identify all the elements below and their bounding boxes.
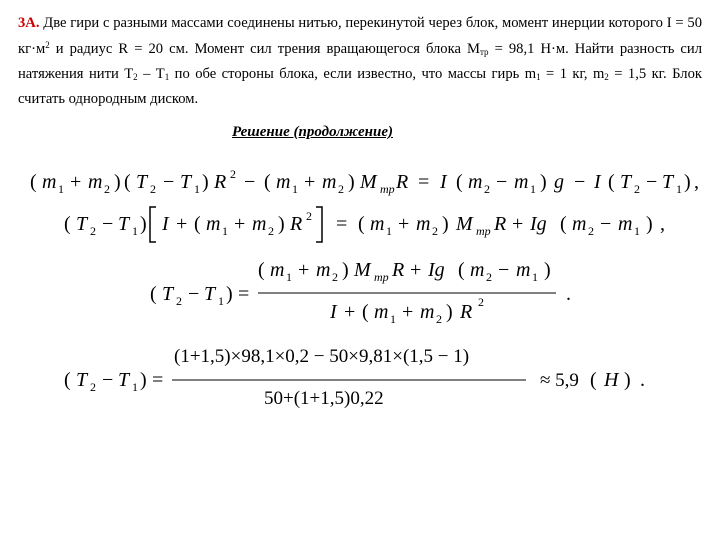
svg-text:тр: тр [380, 182, 395, 196]
svg-text:): ) [544, 259, 551, 281]
svg-text:(: ( [194, 213, 201, 235]
svg-text:T: T [118, 213, 130, 235]
solution-heading: Решение (продолжение) [232, 124, 393, 140]
svg-text:−: − [574, 171, 586, 193]
svg-text:M: M [456, 213, 473, 235]
svg-text:T: T [662, 171, 674, 193]
subscript: тр [479, 47, 489, 57]
svg-text:m: m [374, 301, 389, 323]
eq4-denominator: 50+(1+1,5)0,22 [264, 388, 384, 409]
problem-text-part: Две гири с разными массами соединены нитью, перекинутой через блок, момент инерции которого I = 50 кг [18, 15, 702, 57]
svg-text:): ) [202, 171, 209, 193]
svg-text:m: m [270, 259, 285, 281]
svg-text:T: T [620, 171, 632, 193]
svg-text:1: 1 [390, 312, 396, 326]
svg-text:): ) [342, 259, 349, 281]
svg-text:T: T [76, 213, 88, 235]
svg-text:1: 1 [634, 224, 640, 238]
svg-text:1: 1 [132, 380, 138, 394]
svg-text:m: m [370, 213, 385, 235]
svg-text:1: 1 [386, 224, 392, 238]
svg-text:): ) [646, 213, 653, 235]
eq4-result: ≈ 5,9 [540, 370, 579, 391]
svg-text:Ig: Ig [530, 213, 547, 235]
svg-text:(: ( [458, 259, 465, 281]
svg-text:(: ( [456, 171, 463, 193]
svg-text:2: 2 [332, 270, 338, 284]
subscript: 2 [133, 72, 138, 82]
svg-text:2: 2 [150, 182, 156, 196]
svg-text:2: 2 [478, 295, 484, 309]
svg-text:): ) [348, 171, 355, 193]
svg-text:): ) [540, 171, 547, 193]
svg-text:2: 2 [306, 209, 312, 223]
svg-text:I: I [162, 213, 169, 235]
svg-text:+: + [512, 213, 524, 235]
svg-text:R: R [392, 259, 405, 281]
svg-text:m: m [420, 301, 435, 323]
svg-text:m: m [206, 213, 221, 235]
eq1-terminator: , [694, 171, 699, 193]
svg-text:R: R [460, 301, 473, 323]
problem-text-part: по обе стороны блока, если известно, что массы гирь m [169, 66, 537, 82]
svg-text:): ) [140, 369, 147, 391]
svg-text:−: − [496, 171, 508, 193]
svg-text:−: − [102, 213, 114, 235]
subscript: 1 [536, 72, 541, 82]
svg-text:(: ( [64, 369, 71, 391]
svg-text:(: ( [150, 283, 157, 305]
svg-text:T: T [136, 171, 148, 193]
svg-text:+: + [410, 259, 422, 281]
svg-text:=: = [336, 213, 348, 235]
problem-number: 3А. [18, 15, 40, 31]
svg-text:(: ( [560, 213, 567, 235]
subscript: 2 [604, 72, 609, 82]
svg-text:=: = [238, 283, 250, 305]
problem-text-part: – Т [137, 66, 165, 82]
svg-text:−: − [244, 171, 256, 193]
svg-text:T: T [118, 369, 130, 391]
equation-3 [150, 259, 571, 326]
svg-text:1: 1 [530, 182, 536, 196]
svg-text:T: T [162, 283, 174, 305]
svg-text:−: − [600, 213, 612, 235]
svg-text:2: 2 [90, 380, 96, 394]
eq4-unit: H [604, 369, 619, 391]
eq4-terminator: . [640, 369, 645, 391]
svg-text:g: g [554, 171, 564, 193]
svg-text:+: + [398, 213, 410, 235]
equation-4 [64, 346, 645, 409]
svg-text:m: m [42, 171, 57, 193]
svg-text:M: M [360, 171, 377, 193]
svg-text:R: R [396, 171, 409, 193]
problem-text-part: м [35, 41, 46, 57]
dot-operator: · [550, 41, 556, 57]
svg-text:(: ( [258, 259, 265, 281]
svg-text:(: ( [590, 369, 597, 391]
svg-text:(: ( [264, 171, 271, 193]
svg-text:2: 2 [230, 167, 236, 181]
svg-text:): ) [278, 213, 285, 235]
equation-2 [64, 207, 665, 242]
svg-text:тр: тр [476, 224, 491, 238]
superscript: 2 [45, 40, 50, 50]
svg-text:(: ( [30, 171, 37, 193]
svg-text:m: m [252, 213, 267, 235]
svg-text:2: 2 [104, 182, 110, 196]
svg-text:2: 2 [90, 224, 96, 238]
svg-text:2: 2 [634, 182, 640, 196]
svg-text:(: ( [608, 171, 615, 193]
svg-text:1: 1 [532, 270, 538, 284]
problem-text-part: м. Найти разность сил натяжения нити Т [18, 41, 702, 82]
svg-text:1: 1 [218, 294, 224, 308]
svg-text:2: 2 [486, 270, 492, 284]
svg-text:1: 1 [292, 182, 298, 196]
problem-text-part: = 1 кг, m [540, 66, 605, 82]
svg-text:m: m [516, 259, 531, 281]
svg-text:m: m [276, 171, 291, 193]
svg-text:I: I [330, 301, 337, 323]
svg-text:2: 2 [268, 224, 274, 238]
svg-text:−: − [188, 283, 200, 305]
svg-text:+: + [344, 301, 356, 323]
svg-text:(: ( [64, 213, 71, 235]
svg-text:m: m [468, 171, 483, 193]
svg-text:m: m [322, 171, 337, 193]
svg-text:+: + [304, 171, 316, 193]
svg-text:m: m [618, 213, 633, 235]
svg-text:I: I [440, 171, 447, 193]
svg-text:2: 2 [436, 312, 442, 326]
dot-operator: · [31, 41, 36, 57]
svg-text:=: = [152, 369, 164, 391]
svg-text:2: 2 [484, 182, 490, 196]
svg-text:M: M [354, 259, 371, 281]
svg-text:R: R [494, 213, 507, 235]
svg-text:1: 1 [58, 182, 64, 196]
problem-text-part: = 98,1 Н [488, 41, 551, 57]
svg-text:−: − [163, 171, 175, 193]
svg-text:2: 2 [588, 224, 594, 238]
svg-text:T: T [204, 283, 216, 305]
svg-text:m: m [88, 171, 103, 193]
eq2-terminator: , [660, 213, 665, 235]
svg-text:1: 1 [222, 224, 228, 238]
svg-text:(: ( [362, 301, 369, 323]
eq3-terminator: . [566, 283, 571, 305]
svg-text:R: R [290, 213, 303, 235]
svg-text:R: R [214, 171, 227, 193]
svg-text:m: m [572, 213, 587, 235]
svg-text:I: I [594, 171, 601, 193]
problem-text-part: = 1,5 кг. Блок считать однородным диском. [18, 66, 702, 107]
svg-text:1: 1 [132, 224, 138, 238]
svg-text:1: 1 [286, 270, 292, 284]
svg-text:): ) [442, 213, 449, 235]
svg-text:1: 1 [194, 182, 200, 196]
svg-text:(: ( [124, 171, 131, 193]
svg-text:+: + [298, 259, 310, 281]
svg-text:): ) [140, 213, 147, 235]
svg-text:m: m [514, 171, 529, 193]
equation-1 [30, 167, 699, 196]
svg-text:): ) [226, 283, 233, 305]
svg-text:T: T [180, 171, 192, 193]
svg-text:m: m [316, 259, 331, 281]
eq4-numerator: (1+1,5)×98,1×0,2 − 50×9,81×(1,5 − 1) [174, 346, 470, 367]
svg-text:−: − [498, 259, 510, 281]
problem-text-part: и радиус R = 20 см. Момент сил трения вращающегося блока М [49, 41, 480, 57]
svg-text:): ) [624, 369, 631, 391]
svg-text:2: 2 [176, 294, 182, 308]
svg-text:1: 1 [676, 182, 682, 196]
subscript: 1 [164, 72, 170, 82]
svg-text:−: − [646, 171, 658, 193]
svg-text:Ig: Ig [428, 259, 445, 281]
svg-text:(: ( [358, 213, 365, 235]
svg-text:2: 2 [338, 182, 344, 196]
svg-text:+: + [234, 213, 246, 235]
svg-text:): ) [114, 171, 121, 193]
svg-text:+: + [176, 213, 188, 235]
svg-text:2: 2 [432, 224, 438, 238]
svg-text:+: + [402, 301, 414, 323]
svg-text:тр: тр [374, 270, 389, 284]
svg-text:m: m [416, 213, 431, 235]
svg-text:m: m [470, 259, 485, 281]
svg-text:=: = [418, 171, 430, 193]
svg-text:): ) [684, 171, 691, 193]
svg-text:−: − [102, 369, 114, 391]
svg-text:): ) [446, 301, 453, 323]
svg-text:T: T [76, 369, 88, 391]
svg-text:+: + [70, 171, 82, 193]
